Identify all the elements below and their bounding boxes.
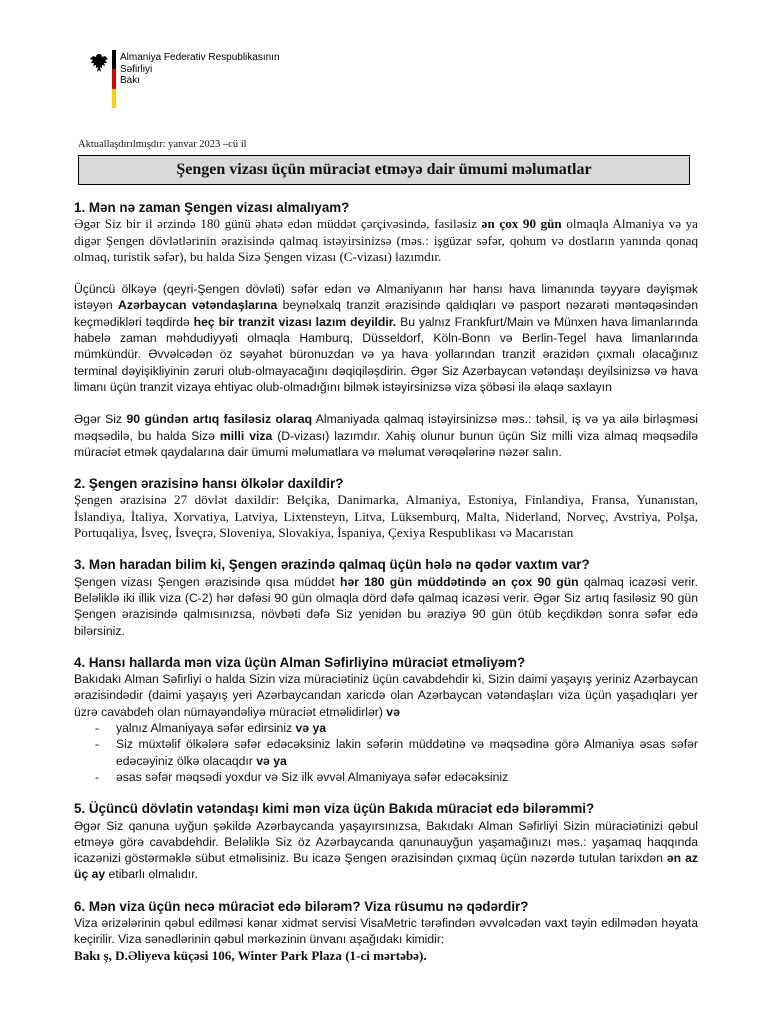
updated-date: Aktuallaşdırılmışdır: yanvar 2023 –cü il [78, 139, 247, 150]
s1-paragraph-2: Üçüncü ölkəyə (qeyri-Şengen dövləti) səfər edən və Almaniyanın hər hansı hava limanında təyyarə dəyişmək istəyən Azərbaycan vətəndaşlarına beynəlxalq tranzit ərazisində qaldıqları və pasport nəzarəti məntəqəsindən keçmədikləri təqdirdə heç bir tranzit vizası lazım deyildir. Bu yalnız Frankfurt/Main və Münxen hava limanlarında habelə zaman məhdudiyyəti olmaqla Hamburq, Düsseldorf, Köln-Bonn və Berlin-Tegel hava limanlarında mümkündür. Əvvəlcədən öz səyahət büronuzdan və ya hava yollarından tranzit ərazidən çıxmalı olacağınız terminal dəyişikliyinin zəruri olub-olmayacağını dəqiqiləşdirin. Əgər Siz Azərbaycan vətəndaşı deyilsinizsə və hava limanı üçün tranzit vizaya ehtiyac olub-olmadığını bilmək istəyirsinizsə viza şöbəsi ilə əlaqə saxlayın [74, 282, 699, 394]
document-body [74, 200, 698, 964]
s4-paragraph-1: Bakıdakı Alman Səfirliyi o halda Sizin viza müraciətiniz üçün cavabdehdir ki, Sizin daimi yaşayış yeriniz Azərbaycan ərazisindədir (daimi yaşayış yeri Azərbaycandan xaricdə olan Azərbaycan vətəndaşları viza üçün yaşadıqları yer üzrə cavabdeh olan nümayəndəliyə müraciət etməlidirlər) və [74, 672, 698, 719]
embassy-line-3: Bakı [120, 75, 141, 86]
s6-paragraph-1: Viza ərizələrinin qəbul edilməsi kənar xidmət servisi VisaMetric tərəfindən əvvəlcədən vaxt təyin edilmədən həyata keçirilir. Viza sənədlərinin qəbul mərkəzinin ünvanı aşağıdakı kimidir: [74, 915, 698, 947]
list-item: - əsas səfər məqsədi yoxdur və Siz ilk əvvəl Almaniyaya səfər edəcəksiniz [95, 769, 509, 784]
s6-address: Bakı ş, D.Əliyeva küçəsi 106, Winter Park Plaza (1-ci mərtəbə). [74, 947, 427, 963]
document-title: Şengen vizası üçün müraciət etməyə dair ümumi məlumatlar [78, 155, 690, 185]
s2-paragraph-1: Şengen ərazisinə 27 dövlət daxildir: Belçika, Danimarka, Almaniya, Estoniya, Finlandiya, Fransa, Yunanıstan, İslandiya, İtaliya, Xorvatiya, Latviya, Lixtensteyn, Litva, Lüksemburq, Malta, Niderland, Norveç, Avstriya, Polşa, Portuqaliya, İsveç, İsveçrə, Sloveniya, Slovakiya, İspaniya, Çexiya Respublikası və Macarıstan [74, 492, 698, 541]
federal-eagle-icon [88, 52, 110, 74]
german-flag-stripe [112, 50, 116, 108]
question-6: 6. Mən viza üçün necə müraciət edə bilərəm? Viza rüsumu nə qədərdir? [74, 898, 529, 914]
s4-bullet-list [74, 720, 698, 785]
question-2: 2. Şengen ərazisinə hansı ölkələr daxildir? [74, 476, 344, 492]
question-4: 4. Hansı hallarda mən viza üçün Alman Səfirliyinə müraciət etməliyəm? [74, 654, 526, 670]
question-1: 1. Mən nə zaman Şengen vizası almalıyam? [74, 200, 350, 215]
embassy-header [88, 50, 308, 108]
s5-paragraph-1: Əgər Siz qanuna uyğun şəkildə Azərbaycanda yaşayırsınızsa, Bakıdakı Alman Səfirliyi Sizin müraciətinizi qəbul etməyə görə cavabdehdir. Beləliklə Siz öz Azərbaycanda qanunauyğun yaşamağınızı məs.: yaşamaq haqqında icazənizi göstərməklə sübut etməlisiniz. Bu icazə Şengen ərazisindən çıxmaq üçün nəzərdə tutulan tarixdən ən az üç ay etibarlı olmalıdır. [74, 818, 698, 882]
embassy-line-1: Almaniya Federativ Respublikasının [120, 52, 280, 63]
question-3: 3. Mən haradan bilim ki, Şengen ərazində qalmaq üçün hələ nə qədər vaxtım var? [74, 557, 590, 573]
embassy-line-2: Səfirliyi [120, 63, 153, 75]
s1-paragraph-1: Əgər Siz bir il ərzində 180 günü əhatə edən müddət çərçivəsində, fasiləsiz ən çox 90 gün olmaqla Almaniya və ya digər Şengen dövlətlərinin ərazisində qalmaq istəyirsinizsə (məs.: işgüzar səfər, qohum və dostların yanında qonaq olmaq, turistik səfər), bu halda Sizə Şengen vizası (C-vizası) lazımdır. [74, 216, 698, 264]
embassy-name [120, 52, 280, 87]
s1-paragraph-3: Əgər Siz 90 gündən artıq fasiləsiz olaraq Almaniyada qalmaq istəyirsinizsə məs.: təhsil, iş və ya ailə birləşməsi məqsədilə, bu halda Sizə milli viza (D-vizası) lazımdır. Xahiş olunur bunun üçün Siz milli viza almaq məqsədilə müraciət etmək qaydalarına dair ümumi məlumatlara və məlumat vərəqələrinə nəzər salın. [74, 412, 698, 459]
question-5: 5. Üçüncü dövlətin vətəndaşı kimi mən viza üçün Bakıda müraciət edə bilərəmmi? [74, 801, 595, 817]
list-item: - Siz müxtəlif ölkələrə səfər edəcəksiniz lakin səfərin müddətinə və məqsədinə görə Almaniya əsas səfər edəcəyiniz ölkə olacaqdır və ya [95, 737, 698, 768]
s3-paragraph-1: Şengen vizası Şengen ərazisində qısa müddət hər 180 gün müddətində ən çox 90 gün qalmaq icazəsi verir. Beləliklə iki illik viza (C-2) hər dəfəsi 90 gün olmaqla dörd dəfə qalmaq icazəsi verir. Əgər Siz artıq fasiləsiz 90 gün Şengen ərazisində qalmısınızsa, növbəti dəfə Siz yenidən bu əraziyə 90 gün ötüb keçdikdən sonra səfər edə bilərsiniz. [74, 574, 698, 638]
list-item: - yalnız Almaniyaya səfər edirsiniz və ya [95, 721, 327, 736]
